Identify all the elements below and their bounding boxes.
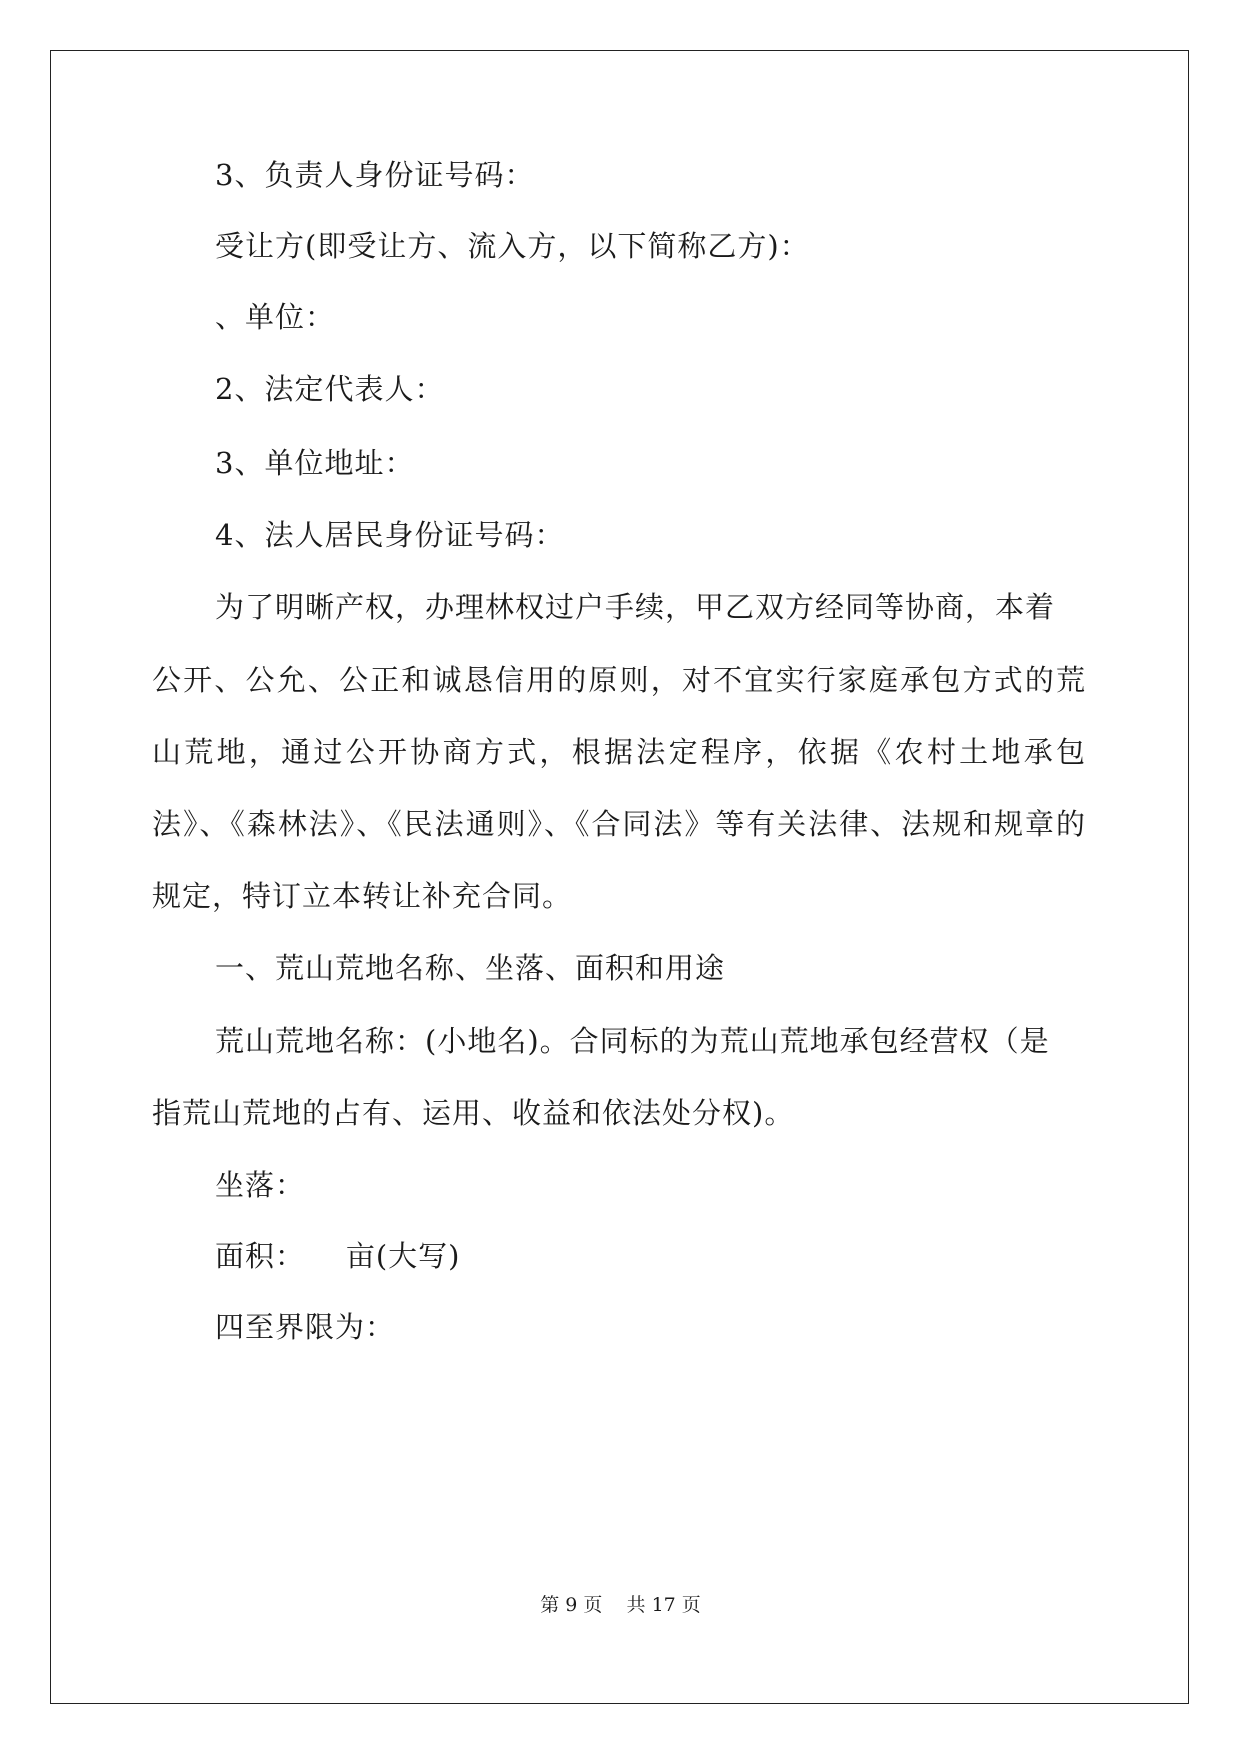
paragraph-line: 规定，特订立本转让补充合同。 <box>152 879 573 913</box>
paragraph-line: 为了明晰产权，办理林权过户手续，甲乙双方经同等协商，本着 <box>215 590 1056 624</box>
text-line: 4、法人居民身份证号码： <box>215 518 565 552</box>
paragraph-line: 荒山荒地名称：(小地名)。合同标的为荒山荒地承包经营权（是 <box>215 1024 1050 1058</box>
text-line: 面积： 亩(大写) <box>215 1239 461 1273</box>
text-line: 受让方(即受让方、流入方，以下简称乙方)： <box>215 229 810 263</box>
page-number-footer: 第 9 页 共 17 页 <box>540 1594 701 1616</box>
section-heading: 一、荒山荒地名称、坐落、面积和用途 <box>215 951 726 985</box>
text-line: 2、法定代表人： <box>215 372 445 406</box>
text-line: 3、负责人身份证号码： <box>215 158 535 192</box>
paragraph-line: 公开、公允、公正和诚恳信用的原则，对不宜实行家庭承包方式的荒 <box>152 663 1086 697</box>
text-line: 3、单位地址： <box>215 446 415 480</box>
paragraph-line: 法》、《森林法》、《民法通则》、《合同法》等有关法律、法规和规章的 <box>152 807 1086 841</box>
text-line: 四至界限为： <box>215 1310 396 1344</box>
paragraph-line: 指荒山荒地的占有、运用、收益和依法处分权)。 <box>152 1096 795 1130</box>
text-line: 坐落： <box>215 1168 306 1202</box>
paragraph-line: 山荒地，通过公开协商方式，根据法定程序，依据《农村土地承包 <box>152 735 1086 769</box>
text-line: 、单位： <box>215 300 336 334</box>
